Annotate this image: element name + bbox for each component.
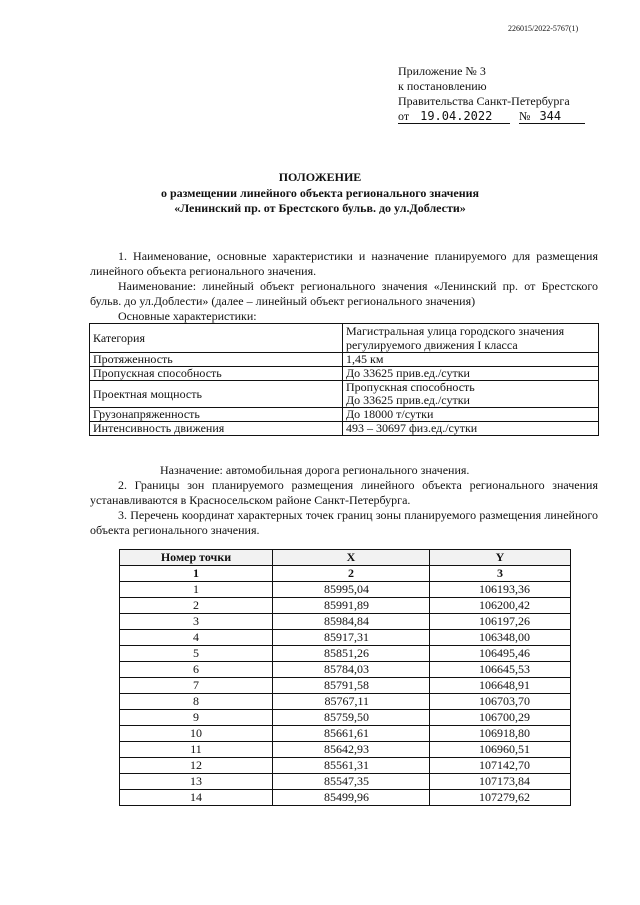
y-value: 106648,91 [430, 678, 571, 694]
x-value: 85661,61 [273, 726, 430, 742]
document-heading: ПОЛОЖЕНИЕ [278, 170, 362, 184]
document-number: 226015/2022-5767(1) [508, 24, 579, 33]
point-number: 2 [120, 598, 273, 614]
title-line-2: о размещении линейного объекта регионального значения [160, 186, 480, 200]
number-label: № [519, 109, 531, 123]
point-number: 13 [120, 774, 273, 790]
y-value: 106918,80 [430, 726, 571, 742]
purpose-paragraph: Назначение: автомобильная дорога регионального значения. [160, 463, 470, 477]
y-value: 106200,42 [430, 598, 571, 614]
point-number: 7 [120, 678, 273, 694]
column-header-y: Y [430, 550, 571, 566]
x-value: 85995,04 [273, 582, 430, 598]
table-row [90, 381, 599, 408]
char-value: 1,45 км [343, 353, 599, 367]
table-row [120, 710, 571, 726]
appendix-line-2: к постановлению [398, 79, 487, 93]
x-value: 85784,03 [273, 662, 430, 678]
point-number: 8 [120, 694, 273, 710]
index-cell: 3 [430, 566, 571, 582]
table-row [120, 630, 571, 646]
y-value: 106348,00 [430, 630, 571, 646]
point-number: 11 [120, 742, 273, 758]
table-row [120, 678, 571, 694]
y-value: 106700,29 [430, 710, 571, 726]
table-row [90, 324, 599, 353]
characteristics-caption: Основные характеристики: [118, 309, 257, 323]
index-cell: 1 [120, 566, 273, 582]
table-row [90, 408, 599, 422]
index-cell: 2 [273, 566, 430, 582]
characteristics-table [89, 323, 599, 436]
char-value-line-1: Пропускная способность [346, 380, 475, 394]
x-value: 85991,89 [273, 598, 430, 614]
column-header-point: Номер точки [120, 550, 273, 566]
x-value: 85984,84 [273, 614, 430, 630]
point-number: 3 [120, 614, 273, 630]
decree-number: 344 [539, 109, 562, 123]
x-value: 85917,31 [273, 630, 430, 646]
y-value: 106703,70 [430, 694, 571, 710]
y-value: 106645,53 [430, 662, 571, 678]
x-value: 85791,58 [273, 678, 430, 694]
x-value: 85561,31 [273, 758, 430, 774]
table-row [120, 774, 571, 790]
y-value: 106193,36 [430, 582, 571, 598]
y-value: 107142,70 [430, 758, 571, 774]
char-value: До 33625 прив.ед./сутки [343, 367, 599, 381]
appendix-block [398, 64, 585, 124]
appendix-line-3: Правительства Санкт-Петербурга [398, 94, 570, 108]
x-value: 85547,35 [273, 774, 430, 790]
table-header-row [120, 550, 571, 566]
appendix-date-line [398, 109, 585, 124]
table-row [120, 662, 571, 678]
coordinates-table [119, 549, 571, 806]
x-value: 85767,11 [273, 694, 430, 710]
section-1-paragraph: 1. Наименование, основные характеристики и назначение планируемого для размещения линейного объекта регионального значения. [90, 249, 598, 278]
point-number: 6 [120, 662, 273, 678]
y-value: 106197,26 [430, 614, 571, 630]
char-value: 493 – 30697 физ.ед./сутки [343, 422, 599, 436]
char-name: Протяженность [90, 353, 343, 367]
x-value: 85642,93 [273, 742, 430, 758]
table-row [120, 758, 571, 774]
point-number: 10 [120, 726, 273, 742]
table-row [120, 790, 571, 806]
column-header-x: X [273, 550, 430, 566]
column-index-row [120, 566, 571, 582]
table-row [90, 353, 599, 367]
char-name: Грузонапряженность [90, 408, 343, 422]
table-row [120, 742, 571, 758]
table-row [120, 598, 571, 614]
char-value: Магистральная улица городского значения регулируемого движения I класса [343, 324, 599, 353]
table-row [120, 694, 571, 710]
char-name: Интенсивность движения [90, 422, 343, 436]
table-row [120, 582, 571, 598]
point-number: 4 [120, 630, 273, 646]
char-name: Пропускная способность [90, 367, 343, 381]
table-row [120, 646, 571, 662]
y-value: 106960,51 [430, 742, 571, 758]
char-value-line-2: До 33625 прив.ед./сутки [346, 393, 470, 407]
x-value: 85499,96 [273, 790, 430, 806]
table-row [120, 614, 571, 630]
point-number: 9 [120, 710, 273, 726]
name-paragraph: Наименование: линейный объект регионального значения «Ленинский пр. от Брестского бульв. до ул.Доблести» (далее – линейный объект регионального значения) [90, 279, 598, 308]
y-value: 107173,84 [430, 774, 571, 790]
char-value [343, 381, 599, 408]
char-name: Проектная мощность [90, 381, 343, 408]
decree-date: 19.04.2022 [420, 109, 493, 123]
point-number: 12 [120, 758, 273, 774]
x-value: 85851,26 [273, 646, 430, 662]
point-number: 14 [120, 790, 273, 806]
table-row [120, 726, 571, 742]
y-value: 106495,46 [430, 646, 571, 662]
table-row [90, 367, 599, 381]
char-value: До 18000 т/сутки [343, 408, 599, 422]
from-label: от [398, 109, 410, 123]
section-3-paragraph: 3. Перечень координат характерных точек границ зоны планируемого размещения линейного объекта регионального значения. [90, 508, 598, 537]
point-number: 5 [120, 646, 273, 662]
point-number: 1 [120, 582, 273, 598]
char-name: Категория [90, 324, 343, 353]
table-row [90, 422, 599, 436]
y-value: 107279,62 [430, 790, 571, 806]
appendix-line-1: Приложение № 3 [398, 64, 486, 78]
x-value: 85759,50 [273, 710, 430, 726]
title-line-3: «Ленинский пр. от Брестского бульв. до ул.Доблести» [174, 201, 466, 215]
section-2-paragraph: 2. Границы зон планируемого размещения линейного объекта регионального значения устанавливаются в Красносельском районе Санкт-Петербурга. [90, 478, 598, 507]
